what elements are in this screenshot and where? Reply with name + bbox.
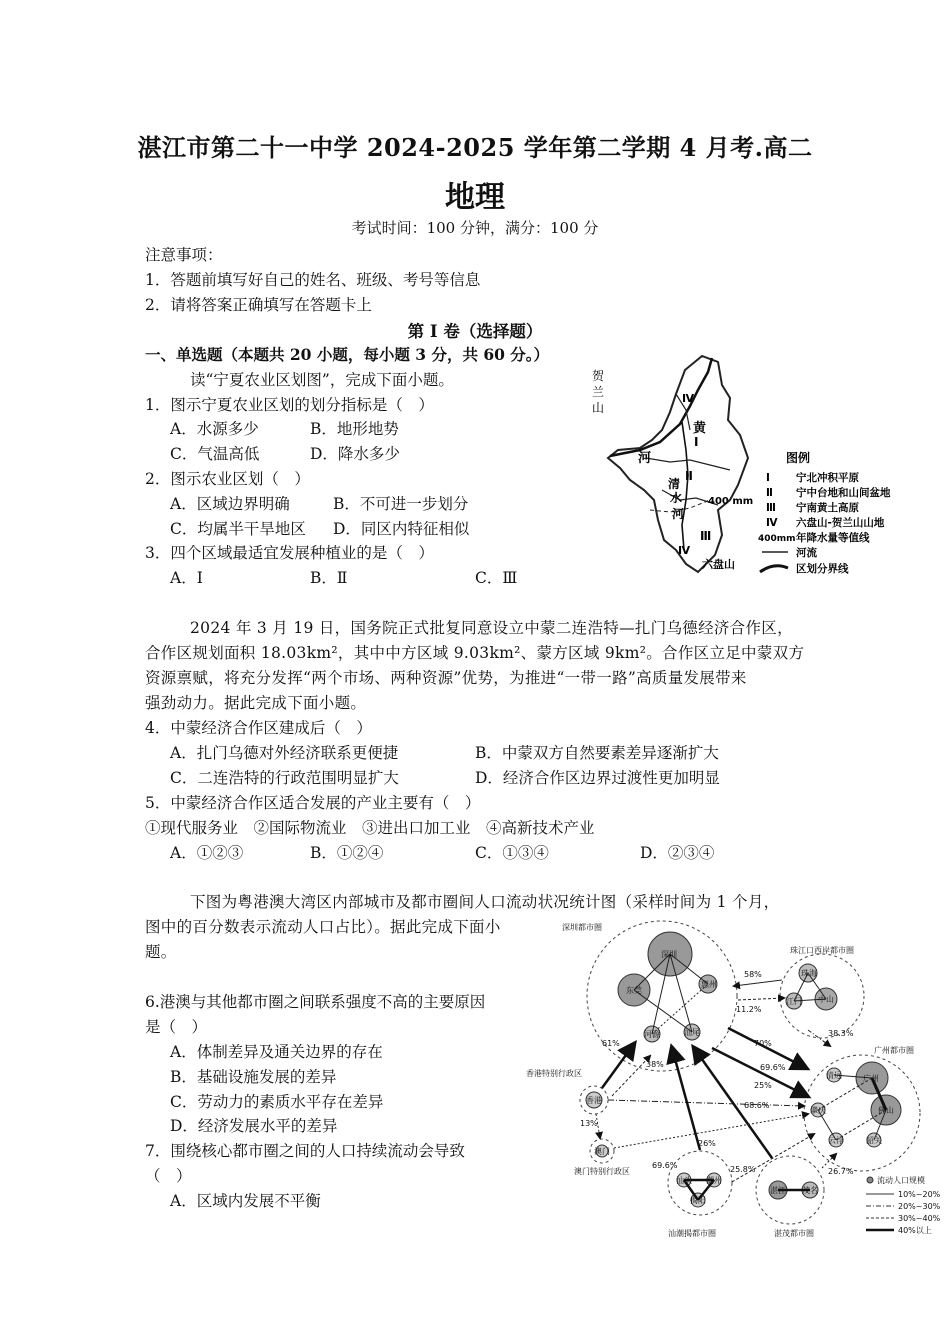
q2-stem: 2．图示农业区划（ ） xyxy=(145,470,310,488)
subject-title: 地理 xyxy=(445,180,505,215)
legend-text: 区划分界线 xyxy=(796,563,849,575)
group1-intro: 读“宁夏农业区划图”，完成下面小题。 xyxy=(190,371,454,389)
legend-text: 宁南黄土高原 xyxy=(796,502,859,514)
city-label: 江门 xyxy=(786,997,802,1006)
flow-percent: 13% xyxy=(580,1119,598,1128)
flow-percent: 61% xyxy=(602,1039,620,1048)
q2-option-b: B．不可进一步划分 xyxy=(333,495,469,513)
q4-option-b: B．中蒙双方自然要素差异逐渐扩大 xyxy=(475,744,719,762)
legend-item: 20%~30% xyxy=(898,1202,941,1211)
group2-intro-line: 2024 年 3 月 19 日，国务院正式批复同意设立中蒙二连浩特—扎门乌德经济合作区， xyxy=(190,619,793,637)
ningxia-agri-map xyxy=(590,350,920,580)
q3-stem: 3．四个区域最适宜发展种植业的是（ ） xyxy=(145,544,434,562)
q6-option-b: B．基础设施发展的差异 xyxy=(170,1068,337,1086)
city-label: 香港 xyxy=(586,1096,602,1105)
legend-text: 宁中台地和山间盆地 xyxy=(796,487,891,499)
map-label: Ⅰ xyxy=(694,435,699,449)
map-label: Ⅱ xyxy=(685,469,693,483)
group3-intro-line: 下图为粤港澳大湾区内部城市及都市圈间人口流动状况统计图（采样时间为 1 个月， xyxy=(190,893,780,911)
circle-title: 珠江口西岸都市圈 xyxy=(790,946,854,955)
circle-title: 汕潮揭都市圈 xyxy=(668,1229,716,1238)
section-title: 第 I 卷（选择题） xyxy=(407,322,543,341)
circle-title: 湛茂都市圈 xyxy=(774,1229,814,1238)
legend-title: 图例 xyxy=(786,451,811,465)
group2-intro-line: 强劲动力。据此完成下面小题。 xyxy=(145,694,367,712)
circle-title: 深圳都市圈 xyxy=(562,923,602,932)
q7-option-a: A．区域内发展不平衡 xyxy=(170,1192,321,1210)
city-label: 揭阳 xyxy=(690,1196,706,1205)
city-label: 佛山 xyxy=(878,1106,894,1115)
q3-option-c: C．Ⅲ xyxy=(475,569,518,587)
city-label: 韶关 xyxy=(866,1136,882,1145)
city-label: 深圳 xyxy=(661,950,677,959)
group2-intro-line: 合作区规划面积 18.03km²，其中中方区域 9.03km²、蒙方区域 9km²。合作区立足中蒙双方 xyxy=(145,644,805,662)
group3-intro-line: 题。 xyxy=(145,943,177,961)
legend-item: 10%~20% xyxy=(898,1190,941,1199)
note-item: 2．请将答案正确填写在答题卡上 xyxy=(145,296,372,314)
part-title: 一、单选题（本题共 20 小题，每小题 3 分，共 60 分。） xyxy=(145,345,550,364)
q2-option-d: D．同区内特征相似 xyxy=(333,520,470,538)
group3-intro-line: 图中的百分数表示流动人口占比）。据此完成下面小 xyxy=(145,918,501,936)
q1-option-c: C．气温高低 xyxy=(170,445,260,463)
city-label: 清远 xyxy=(826,1071,842,1080)
page-title: 湛江市第二十一中学 2024-2025 学年第二学期 4 月考.高二 xyxy=(137,133,813,162)
q2-option-a: A．区域边界明确 xyxy=(170,495,290,513)
flow-percent: 38.3% xyxy=(828,1029,854,1038)
q5-option-c: C．①③④ xyxy=(475,844,549,862)
map-label: 贺 xyxy=(592,369,605,383)
city-label: 云浮 xyxy=(828,1136,844,1145)
flow-percent: 11.2% xyxy=(736,1005,762,1014)
q5-option-d: D．②③④ xyxy=(640,844,715,862)
flow-percent: 70% xyxy=(754,1039,772,1048)
flow-percent: 58% xyxy=(744,970,762,979)
legend-symbol: Ⅲ xyxy=(766,502,776,514)
q1-option-d: D．降水多少 xyxy=(310,445,400,463)
map-label: 清 xyxy=(668,477,681,491)
flow-percent: 69.6% xyxy=(652,1161,678,1170)
circle-title: 香港特别行政区 xyxy=(526,1069,582,1078)
map-label: 河 xyxy=(638,451,652,466)
city-label: 汕尾 xyxy=(684,1028,700,1037)
q7-stem-cont: （ ） xyxy=(145,1167,192,1185)
legend-text: 年降水量等值线 xyxy=(796,532,870,544)
legend-symbol: Ⅰ xyxy=(766,472,770,484)
province-outline xyxy=(608,356,748,572)
q1-option-a: A．水源多少 xyxy=(170,420,259,438)
flow-percent: 26.7% xyxy=(828,1167,854,1176)
q4-option-a: A．扎门乌德对外经济联系更便捷 xyxy=(170,744,399,762)
q6-stem-cont: 是（ ） xyxy=(145,1018,208,1036)
q6-option-d: D．经济发展水平的差异 xyxy=(170,1117,338,1135)
q6-option-c: C．劳动力的素质水平存在差异 xyxy=(170,1093,384,1111)
map-label: 河 xyxy=(672,507,685,521)
map-label: 山 xyxy=(592,401,605,415)
q3-option-a: A．Ⅰ xyxy=(170,569,203,587)
city-label: 惠州 xyxy=(701,980,717,989)
q1-stem: 1．图示宁夏农业区划的划分指标是（ ） xyxy=(145,396,434,414)
note-item: 1．答题前填写好自己的姓名、班级、考号等信息 xyxy=(145,271,481,289)
q4-option-d: D．经济合作区边界过渡性更加明显 xyxy=(475,769,720,787)
legend-text: 河流 xyxy=(796,547,817,559)
legend-item: 30%~40% xyxy=(898,1214,941,1223)
q7-stem: 7．围绕核心都市圈之间的人口持续流动会导致 xyxy=(145,1142,465,1160)
map-label: 水 xyxy=(670,491,683,505)
flow-percent: 69.6% xyxy=(760,1063,786,1072)
map-label: Ⅳ xyxy=(682,392,695,405)
legend-symbol: 400mm xyxy=(758,534,796,544)
map-label: Ⅳ xyxy=(678,544,691,557)
q4-stem: 4．中蒙经济合作区建成后（ ） xyxy=(145,719,372,737)
exam-info: 考试时间：100 分钟，满分：100 分 xyxy=(351,219,599,237)
q4-option-c: C．二连浩特的行政范围明显扩大 xyxy=(170,769,399,787)
circle-title: 广州都市圈 xyxy=(874,1046,914,1055)
city-label: 广州 xyxy=(863,1074,879,1083)
q3-option-b: B．Ⅱ xyxy=(310,569,348,587)
city-label: 汕头 xyxy=(676,1176,692,1185)
flow-percent: 38% xyxy=(646,1060,664,1069)
circle-title: 澳门特别行政区 xyxy=(574,1167,630,1176)
q2-option-c: C．均属半干旱地区 xyxy=(170,520,306,538)
flow-percent: 68.6% xyxy=(744,1101,770,1110)
legend-text: 宁北冲积平原 xyxy=(796,472,859,484)
population-flow-diagram xyxy=(522,918,942,1243)
q1-option-b: B．地形地势 xyxy=(310,420,399,438)
map-label: Ⅲ xyxy=(700,529,712,543)
flow-percent: 25.8% xyxy=(730,1165,756,1174)
legend-title: 流动人口规模 xyxy=(877,1176,925,1185)
group2-intro-line: 资源禀赋，将充分发挥“两个市场、两种资源”优势，为推进“一带一路”高质量发展带来 xyxy=(145,669,747,687)
map-label: 黄 xyxy=(693,421,707,436)
q5-option-a: A．①②③ xyxy=(170,844,244,862)
legend-symbol: Ⅳ xyxy=(766,517,778,529)
city-label: 澳门 xyxy=(594,1147,610,1156)
map-label: 六盘山 xyxy=(702,558,735,571)
city-label: 茂名 xyxy=(802,1186,818,1195)
notes-heading: 注意事项： xyxy=(145,246,223,264)
city-label: 东莞 xyxy=(626,986,642,995)
city-label: 珠海 xyxy=(801,969,817,978)
city-label: 河源 xyxy=(644,1030,660,1039)
q6-stem: 6.港澳与其他都市圈之间联系强度不高的主要原因 xyxy=(145,993,486,1011)
legend-symbol: Ⅱ xyxy=(766,487,773,499)
city-label: 肇庆 xyxy=(810,1106,826,1115)
city-label: 中山 xyxy=(818,995,834,1004)
map-label: 兰 xyxy=(592,385,605,399)
q6-option-a: A．体制差异及通关边界的存在 xyxy=(170,1043,383,1061)
legend-item: 40%以上 xyxy=(898,1226,932,1235)
city-label: 湛江 xyxy=(770,1186,786,1195)
city-label: 潮州 xyxy=(706,1176,722,1185)
qingshui-river xyxy=(682,422,688,550)
q5-option-b: B．①②④ xyxy=(310,844,384,862)
flow-percent: 26% xyxy=(698,1139,716,1148)
flow-percent: 25% xyxy=(754,1081,772,1090)
legend-text: 六盘山-贺兰山山地 xyxy=(796,517,885,529)
q5-stem: 5．中蒙经济合作区适合发展的产业主要有（ ） xyxy=(145,794,481,812)
map-label: 400 mm xyxy=(708,496,754,507)
q5-items: ①现代服务业 ②国际物流业 ③进出口加工业 ④高新技术产业 xyxy=(145,819,595,837)
